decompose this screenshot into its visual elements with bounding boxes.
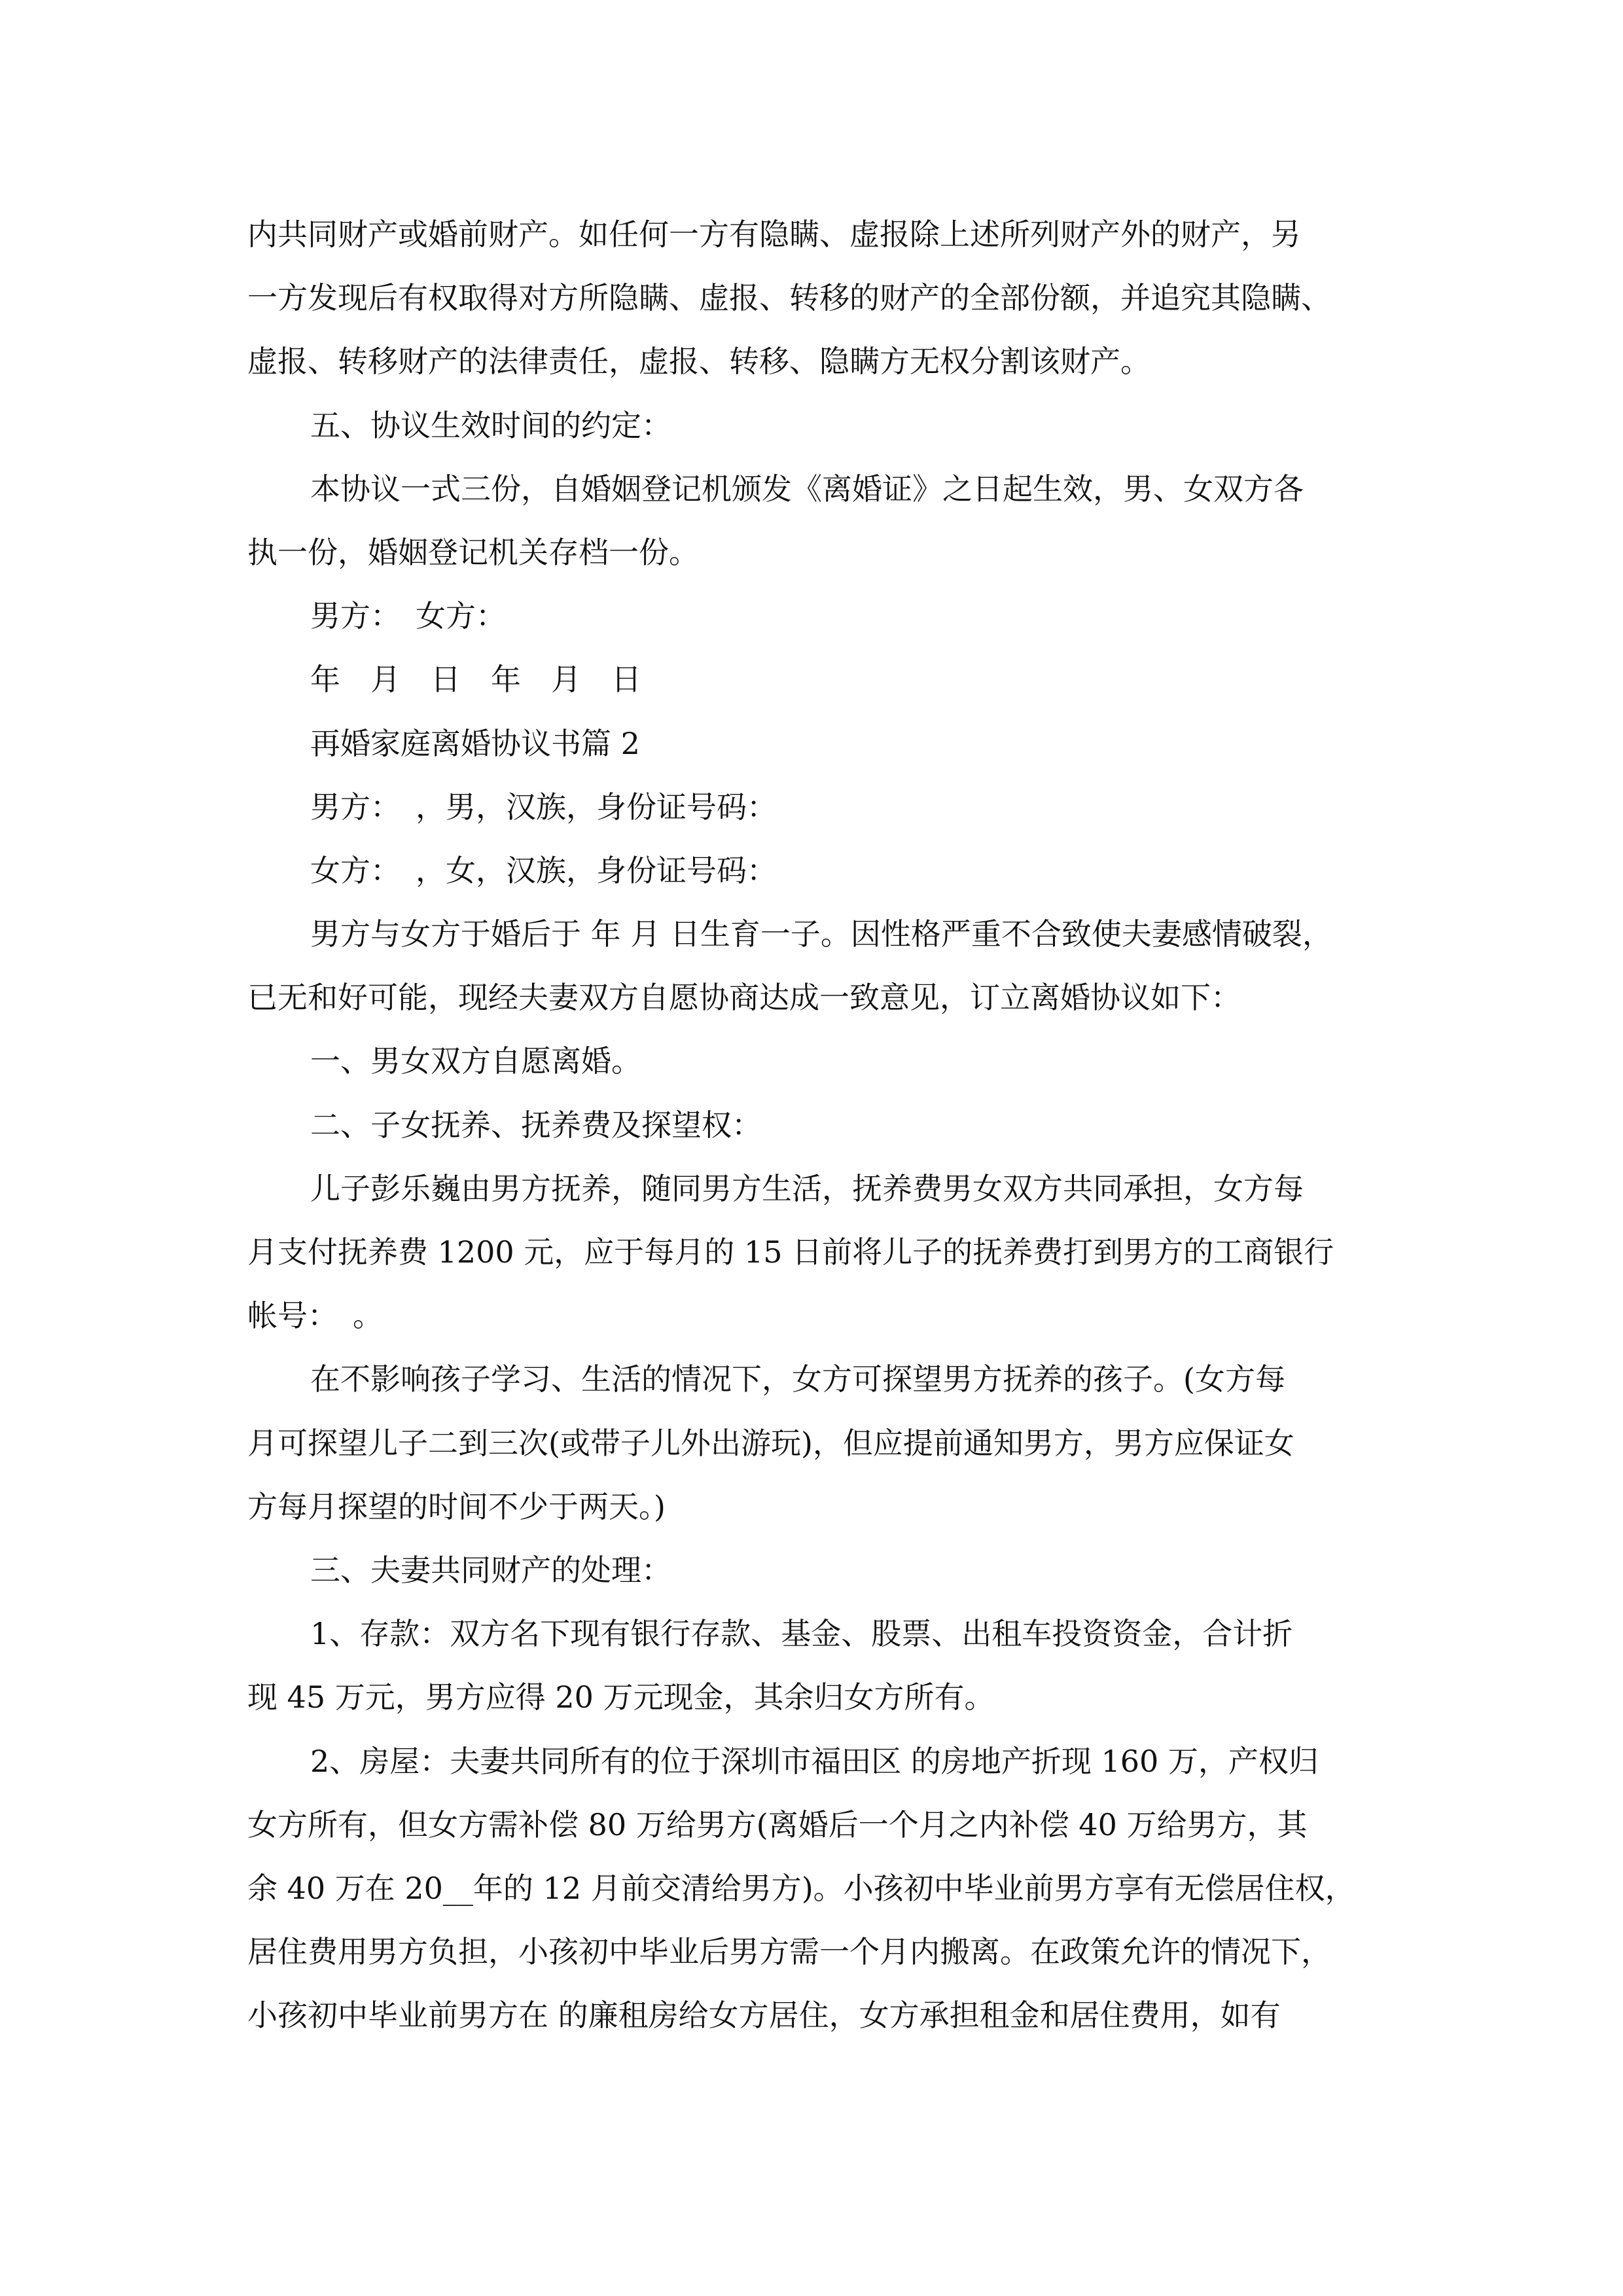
text-line: 本协议一式三份，自婚姻登记机颁发《离婚证》之日起生效，男、女双方各 bbox=[310, 471, 1304, 507]
text-line: 执一份，婚姻登记机关存档一份。 bbox=[247, 534, 699, 570]
section-heading: 五、协议生效时间的约定： bbox=[310, 407, 671, 443]
text-line: 1、存款：双方名下现有银行存款、基金、股票、出租车投资资金，合计折 bbox=[310, 1616, 1293, 1652]
text-line: 内共同财产或婚前财产。如任何一方有隐瞒、虚报除上述所列财产外的财产，另 bbox=[247, 217, 1301, 252]
text-line: 已无和好可能，现经夫妻双方自愿协商达成一致意见，订立离婚协议如下： bbox=[247, 980, 1241, 1016]
text-line: 儿子彭乐巍由男方抚养，随同男方生活，抚养费男女双方共同承担，女方每 bbox=[310, 1170, 1304, 1206]
section-heading: 三、夫妻共同财产的处理： bbox=[310, 1552, 671, 1588]
document-body bbox=[247, 203, 1425, 2047]
date-line: 年 月 日 年 月 日 bbox=[310, 662, 641, 698]
party-female-line: 女方： ，女，汉族，身份证号码： bbox=[310, 852, 777, 888]
text-line: 月可探望儿子二到三次(或带子儿外出游玩)，但应提前通知男方，男方应保证女 bbox=[247, 1425, 1294, 1461]
text-line: 帐号： 。 bbox=[247, 1298, 383, 1334]
section-heading: 二、子女抚养、抚养费及探望权： bbox=[310, 1107, 762, 1143]
text-line: 居住费用男方负担，小孩初中毕业后男方需一个月内搬离。在政策允许的情况下， bbox=[247, 1934, 1331, 1970]
text-line: 男方与女方于婚后于 年 月 日生育一子。因性格严重不合致使夫妻感情破裂， bbox=[310, 916, 1332, 952]
section-heading: 一、男女双方自愿离婚。 bbox=[310, 1043, 641, 1079]
text-line: 现 45 万元，男方应得 20 万元现金，其余归女方所有。 bbox=[247, 1679, 995, 1715]
text-line: 小孩初中毕业前男方在 的廉租房给女方居住，女方承担租金和居住费用，如有 bbox=[247, 1998, 1281, 2034]
text-line: 一方发现后有权取得对方所隐瞒、虚报、转移的财产的全部份额，并追究其隐瞒、 bbox=[247, 280, 1331, 316]
text-line: 余 40 万在 20__年的 12 月前交清给男方)。小孩初中毕业前男方享有无偿居住权， bbox=[247, 1870, 1355, 1906]
document-title: 再婚家庭离婚协议书篇 2 bbox=[310, 725, 640, 761]
text-line: 方每月探望的时间不少于两天。) bbox=[247, 1488, 666, 1524]
text-line: 月支付抚养费 1200 元，应于每月的 15 日前将儿子的抚养费打到男方的工商银行 bbox=[247, 1234, 1334, 1270]
party-male-line: 男方： ，男，汉族，身份证号码： bbox=[310, 789, 777, 825]
text-line: 在不影响孩子学习、生活的情况下，女方可探望男方抚养的孩子。(女方每 bbox=[310, 1361, 1285, 1397]
text-line: 虚报、转移财产的法律责任，虚报、转移、隐瞒方无权分割该财产。 bbox=[247, 344, 1150, 380]
text-line: 女方所有，但女方需补偿 80 万给男方(离婚后一个月之内补偿 40 万给男方，其 bbox=[247, 1806, 1308, 1842]
signature-line: 男方： 女方： bbox=[310, 598, 506, 634]
text-line: 2、房屋：夫妻共同所有的位于深圳市福田区 的房地产折现 160 万，产权归 bbox=[310, 1743, 1319, 1779]
